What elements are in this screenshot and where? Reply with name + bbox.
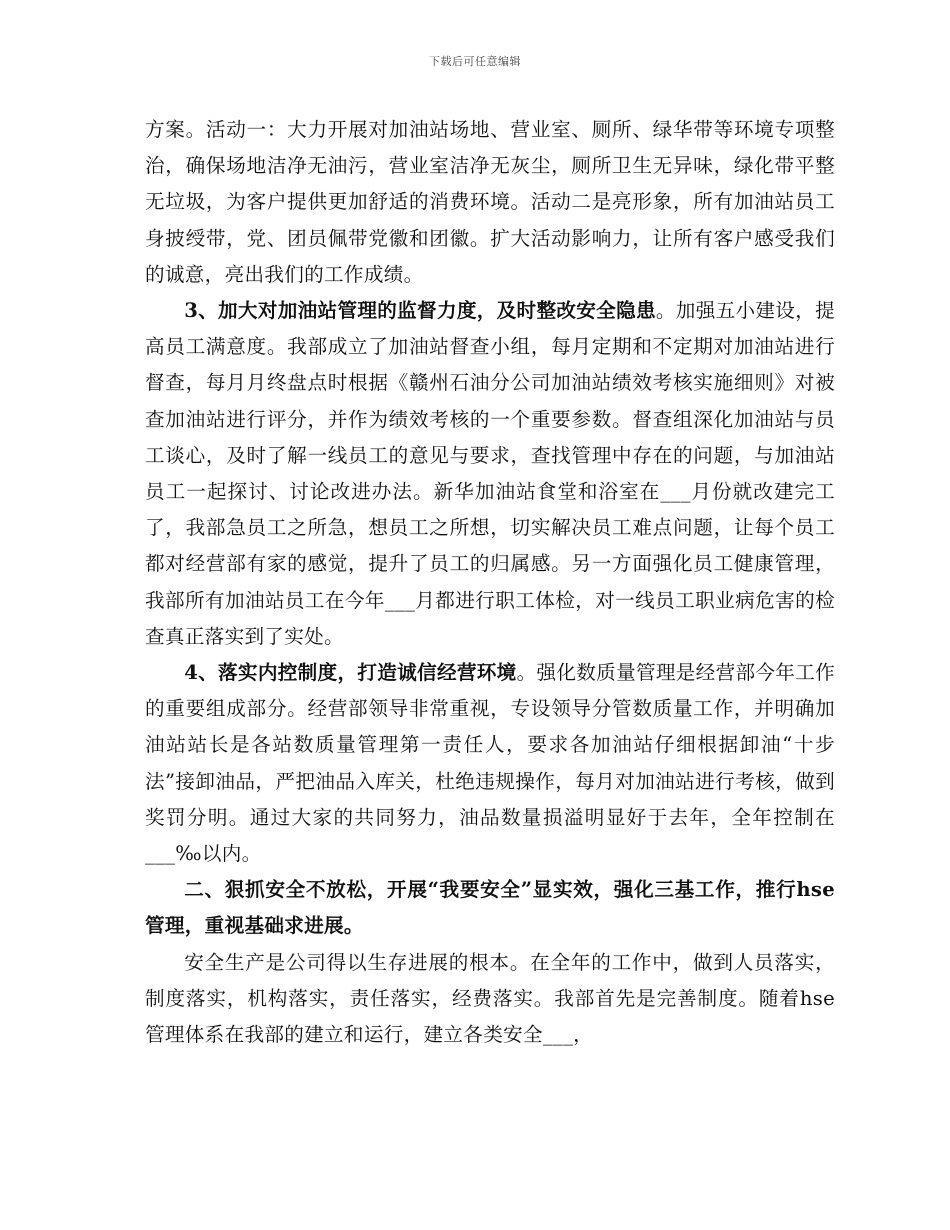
paragraph-text: 方案。活动一：大力开展对加油站场地、营业室、厕所、绿华带等环境专项整治，确保场地洁净无油污，营业室洁净无灰尘，厕所卫生无异味，绿化带平整无垃圾，为客户提供更加舒适的消费环境。活动二是亮形象，所有加油站员工身披绶带，党、团员佩带党徽和团徽。扩大活动影响力，让所有客户感受我们的诚意，亮出我们的工作成绩。 bbox=[145, 118, 835, 286]
paragraph-continuation bbox=[145, 112, 835, 293]
item-4-lead: 4、落实内控制度，打造诚信经营环境 bbox=[184, 661, 517, 685]
safety-text: 安全生产是公司得以生存进展的根本。在全年的工作中，做到人员落实，制度落实，机构落实，责任落实，经费落实。我部首先是完善制度。随着hse管理体系在我部的建立和运行，建立各类安全___， bbox=[145, 950, 835, 1047]
document-body bbox=[145, 112, 835, 1053]
paragraph-safety bbox=[145, 945, 835, 1054]
section-heading-2: 二、狠抓安全不放松，开展“我要安全”显实效，强化三基工作，推行hse管理，重视基础求进展。 bbox=[145, 878, 835, 938]
item-3-lead: 3、加大对加油站管理的监督力度，及时整改安全隐患 bbox=[184, 299, 656, 323]
page-header: 下载后可任意编辑 bbox=[429, 55, 521, 68]
paragraph-item-4 bbox=[145, 655, 835, 872]
item-3-text: 。加强五小建设，提高员工满意度。我部成立了加油站督查小组，每月定期和不定期对加油站进行督查，每月月终盘点时根据《赣州石油分公司加油站绩效考核实施细则》对被查加油站进行评分，并作为绩效考核的一个重要参数。督查组深化加油站与员工谈心，及时了解一线员工的意见与要求，查找管理中存在的问题，与加油站员工一起探讨、讨论改进办法。新华加油站食堂和浴室在___月份就改建完工了，我部急员工之所急，想员工之所想，切实解决员工难点问题，让每个员工都对经营部有家的感觉，提升了员工的归属感。另一方面强化员工健康管理，我部所有加油站员工在今年___月都进行职工体检，对一线员工职业病危害的检查真正落实到了实处。 bbox=[145, 299, 836, 648]
item-4-text: 。强化数质量管理是经营部今年工作的重要组成部分。经营部领导非常重视，专设领导分管数质量工作，并明确加油站站长是各站数质量管理第一责任人，要求各加油站仔细根据卸油“十步法”接卸油品，严把油品入库关，杜绝违规操作，每月对加油站进行考核，做到奖罚分明。通过大家的共同努力，油品数量损溢明显好于去年，全年控制在___‰以内。 bbox=[145, 661, 835, 866]
paragraph-item-3 bbox=[145, 293, 835, 655]
